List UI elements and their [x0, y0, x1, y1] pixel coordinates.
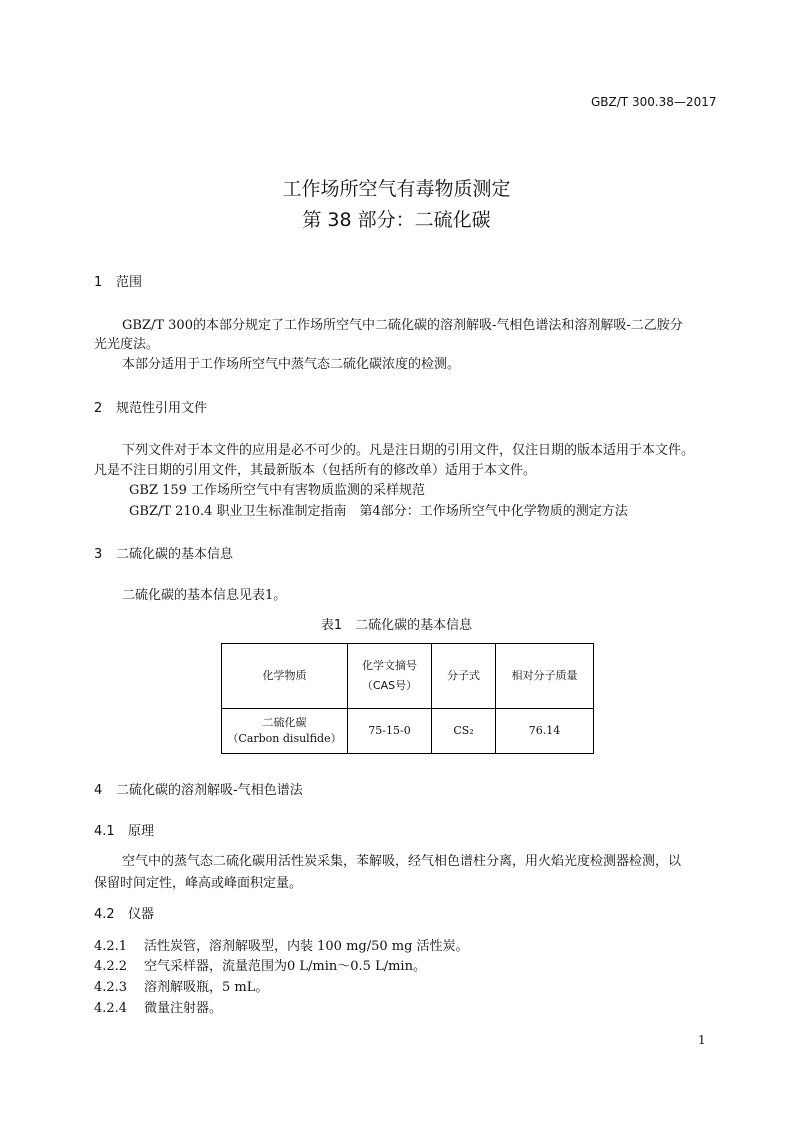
header-cas-line1: 化学文摘号: [362, 659, 417, 672]
section-4-1-para-cont: 保留时间定性，峰高或峰面积定量。: [94, 876, 303, 891]
list-item: [94, 976, 268, 995]
header-mass: 相对分子质量: [496, 644, 594, 709]
section-2-para-1-cont: 凡是不注日期的引用文件，其最新版本（包括所有的修改单）适用于本文件。: [94, 463, 537, 478]
item-number: 4.2.1: [94, 939, 128, 954]
section-3-para-1: 二硫化碳的基本信息见表1。: [122, 588, 287, 603]
section-3-heading: [94, 543, 233, 562]
table-header-row: [222, 644, 594, 709]
cell-cas: 75-15-0: [348, 709, 432, 754]
section-title: 规范性引用文件: [116, 401, 208, 416]
list-item: [94, 935, 469, 954]
normative-reference-2: GBZ/T 210.4 职业卫生标准制定指南 第4部分：工作场所空气中化学物质的测定方法: [129, 504, 628, 519]
section-2-para-1: 下列文件对于本文件的应用是必不可少的。凡是注日期的引用文件，仅注日期的版本适用于本文件。: [122, 443, 695, 458]
item-text: 溶剂解吸瓶，5 mL。: [144, 980, 269, 995]
item-text: 微量注射器。: [144, 1001, 223, 1016]
basic-info-table: [221, 643, 594, 754]
section-number: 4.2: [94, 907, 115, 922]
section-1-para-1: GBZ/T 300的本部分规定了工作场所空气中二硫化碳的溶剂解吸-气相色谱法和溶剂解吸-二乙胺分: [122, 318, 683, 333]
cell-formula: CS₂: [432, 709, 496, 754]
section-title: 二硫化碳的基本信息: [116, 547, 234, 562]
header-cas-line2: （CAS号）: [361, 679, 418, 692]
item-number: 4.2.2: [94, 959, 128, 974]
item-number: 4.2.3: [94, 980, 128, 995]
page-number: 1: [698, 1033, 706, 1047]
section-2-heading: [94, 397, 207, 416]
section-title: 仪器: [128, 907, 155, 922]
document-subtitle: 第 38 部分：二硫化碳: [302, 209, 491, 231]
section-number: 4.1: [94, 824, 115, 839]
header-cas: [348, 644, 432, 709]
item-text: 活性炭管，溶剂解吸型，内装 100 mg/50 mg 活性炭。: [144, 939, 469, 954]
section-number: 2: [94, 401, 103, 416]
section-1-heading: [94, 271, 142, 290]
header-formula: 分子式: [432, 644, 496, 709]
standard-code: GBZ/T 300.38—2017: [591, 95, 717, 109]
table-caption: 表1 二硫化碳的基本信息: [320, 618, 473, 633]
section-title: 范围: [116, 275, 143, 290]
section-title: 原理: [128, 824, 155, 839]
document-title: 工作场所空气有毒物质测定: [282, 178, 511, 200]
substance-name-en: （Carbon disulfide）: [227, 732, 342, 745]
table-row: [222, 709, 594, 754]
normative-reference-1: GBZ 159 工作场所空气中有害物质监测的采样规范: [129, 483, 426, 498]
section-number: 1: [94, 275, 103, 290]
section-number: 3: [94, 547, 103, 562]
list-item: [94, 997, 222, 1016]
substance-name-cn: 二硫化碳: [262, 716, 307, 729]
item-number: 4.2.4: [94, 1001, 128, 1016]
header-substance: 化学物质: [222, 644, 348, 709]
section-1-para-2: 本部分适用于工作场所空气中蒸气态二硫化碳浓度的检测。: [122, 357, 461, 372]
section-title: 二硫化碳的溶剂解吸-气相色谱法: [116, 783, 303, 798]
section-number: 4: [94, 783, 103, 798]
list-item: [94, 955, 426, 974]
cell-substance: [222, 709, 348, 754]
cell-mass: 76.14: [496, 709, 594, 754]
section-4-2-heading: [94, 903, 154, 922]
section-1-para-1-cont: 光光度法。: [94, 337, 160, 352]
section-4-1-heading: [94, 820, 154, 839]
item-text: 空气采样器，流量范围为0 L/min～0.5 L/min。: [144, 959, 426, 974]
section-4-heading: [94, 779, 303, 798]
section-4-1-para: 空气中的蒸气态二硫化碳用活性炭采集，苯解吸，经气相色谱柱分离，用火焰光度检测器检测，以: [122, 854, 682, 869]
